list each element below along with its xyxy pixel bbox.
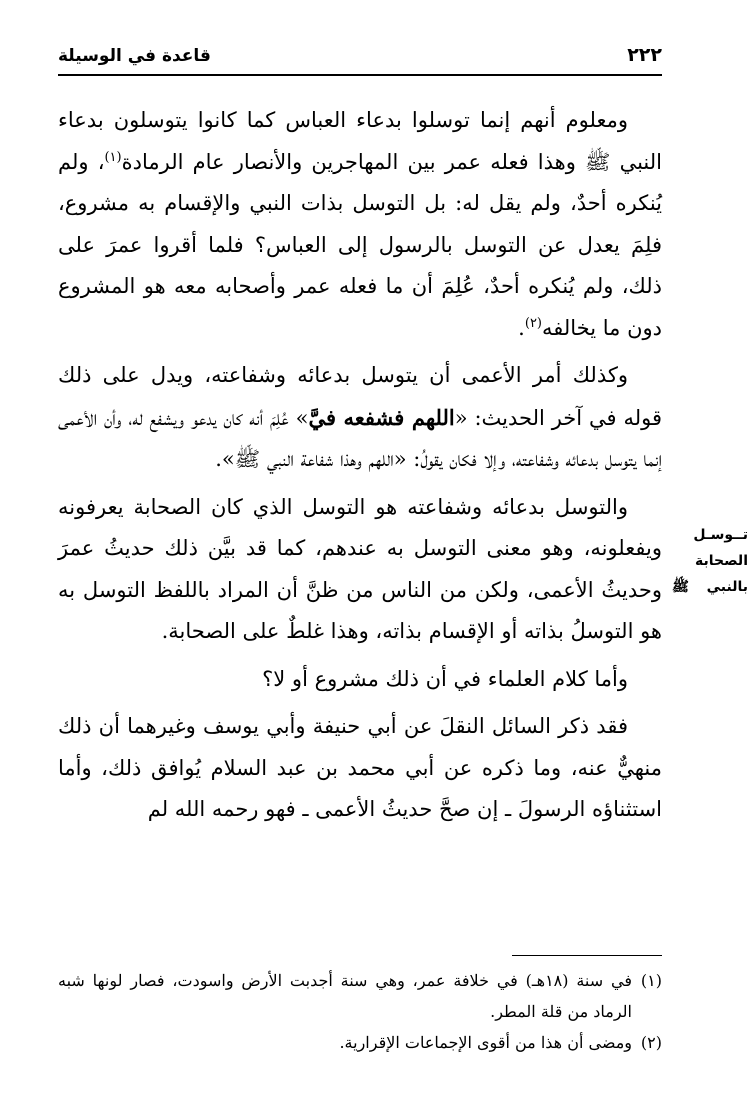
- hadith-quote: اللهم فشفعه فيَّ: [308, 404, 455, 430]
- footnote: (٢)ومضى أن هذا من أقوى الإجماعات الإقرارية.: [58, 1027, 662, 1058]
- paragraph: والتوسل بدعائه وشفاعته هو التوسل الذي كان الصحابة يعرفونه ويفعلونه، وهو معنى التوسل به عندهم، كما قد بيَّن ذلك حديثُ عمرَ وحديثُ الأعمى، ولكن من الناس من ظنَّ أن المراد باللفظ التوسل به هو التوسلُ بذاته أو الإقسام بذاته، وهذا غلطٌ على الصحابة.: [58, 494, 662, 643]
- marginal-note: تــوسـل الصحابة بالنبي ﷺ: [672, 527, 748, 595]
- footnote: (١)في سنة (١٨هـ) في خلافة عمر، وهي سنة أجدبت الأرض واسودت، فصار لونها شبه الرماد من قلة المطر.: [58, 965, 662, 1027]
- footnote-ref: (١): [104, 149, 122, 165]
- main-text: [58, 100, 662, 831]
- footnotes: [58, 965, 662, 1058]
- footnote-divider: [512, 955, 662, 956]
- footnote-number: (١): [640, 971, 663, 990]
- running-title: قاعدة في الوسيلة: [58, 46, 211, 66]
- paragraph: وكذلك أمر الأعمى أن يتوسل بدعائه وشفاعته، ويدل على ذلك قوله في آخر الحديث: «اللهم فشفعه فيَّ» عُلِمَ أنه كان يدعو ويشفع له، وأن الأعمى إنما يتوسل بدعائه وشفاعته، وإلا فكان يقولُ: «اللهم وهذا شفاعة النبي ﷺ».: [58, 363, 662, 471]
- paragraph: فقد ذكر السائل النقلَ عن أبي حنيفة وأبي يوسف وغيرهما أن ذلك منهيٌّ عنه، وما ذكره عن أبي محمد بن عبد السلام يُوافق ذلك، وأما استثناؤه الرسولَ ـ إن صحَّ حديثُ الأعمى ـ فهو رحمه الله لم: [58, 714, 662, 821]
- page-header: [58, 44, 662, 76]
- paragraph: ومعلوم أنهم إنما توسلوا بدعاء العباس كما كانوا يتوسلون بدعاء النبي ﷺ وهذا فعله عمر بين المهاجرين والأنصار عام الرمادة$^{(١)}$، ولم يُنكره أحدٌ، ولم يقل له: بل التوسل بذات النبي والإقسام به مشروع، فلِمَ يعدل عن التوسل بالرسول إلى العباس؟ فلما أقروا عمرَ على ذلك، ولم يُنكره أحدٌ، عُلِمَ أن ما فعله عمر وأصحابه معه هو المشروع دون ما يخالفه$^{(٢)}$.: [58, 108, 663, 340]
- footnote-ref: (٢): [524, 315, 542, 331]
- page-number: ٢٢٢: [627, 44, 662, 66]
- footnote-number: (٢): [640, 1033, 662, 1052]
- paragraph: وأما كلام العلماء في أن ذلك مشروع أو لا؟: [262, 666, 628, 691]
